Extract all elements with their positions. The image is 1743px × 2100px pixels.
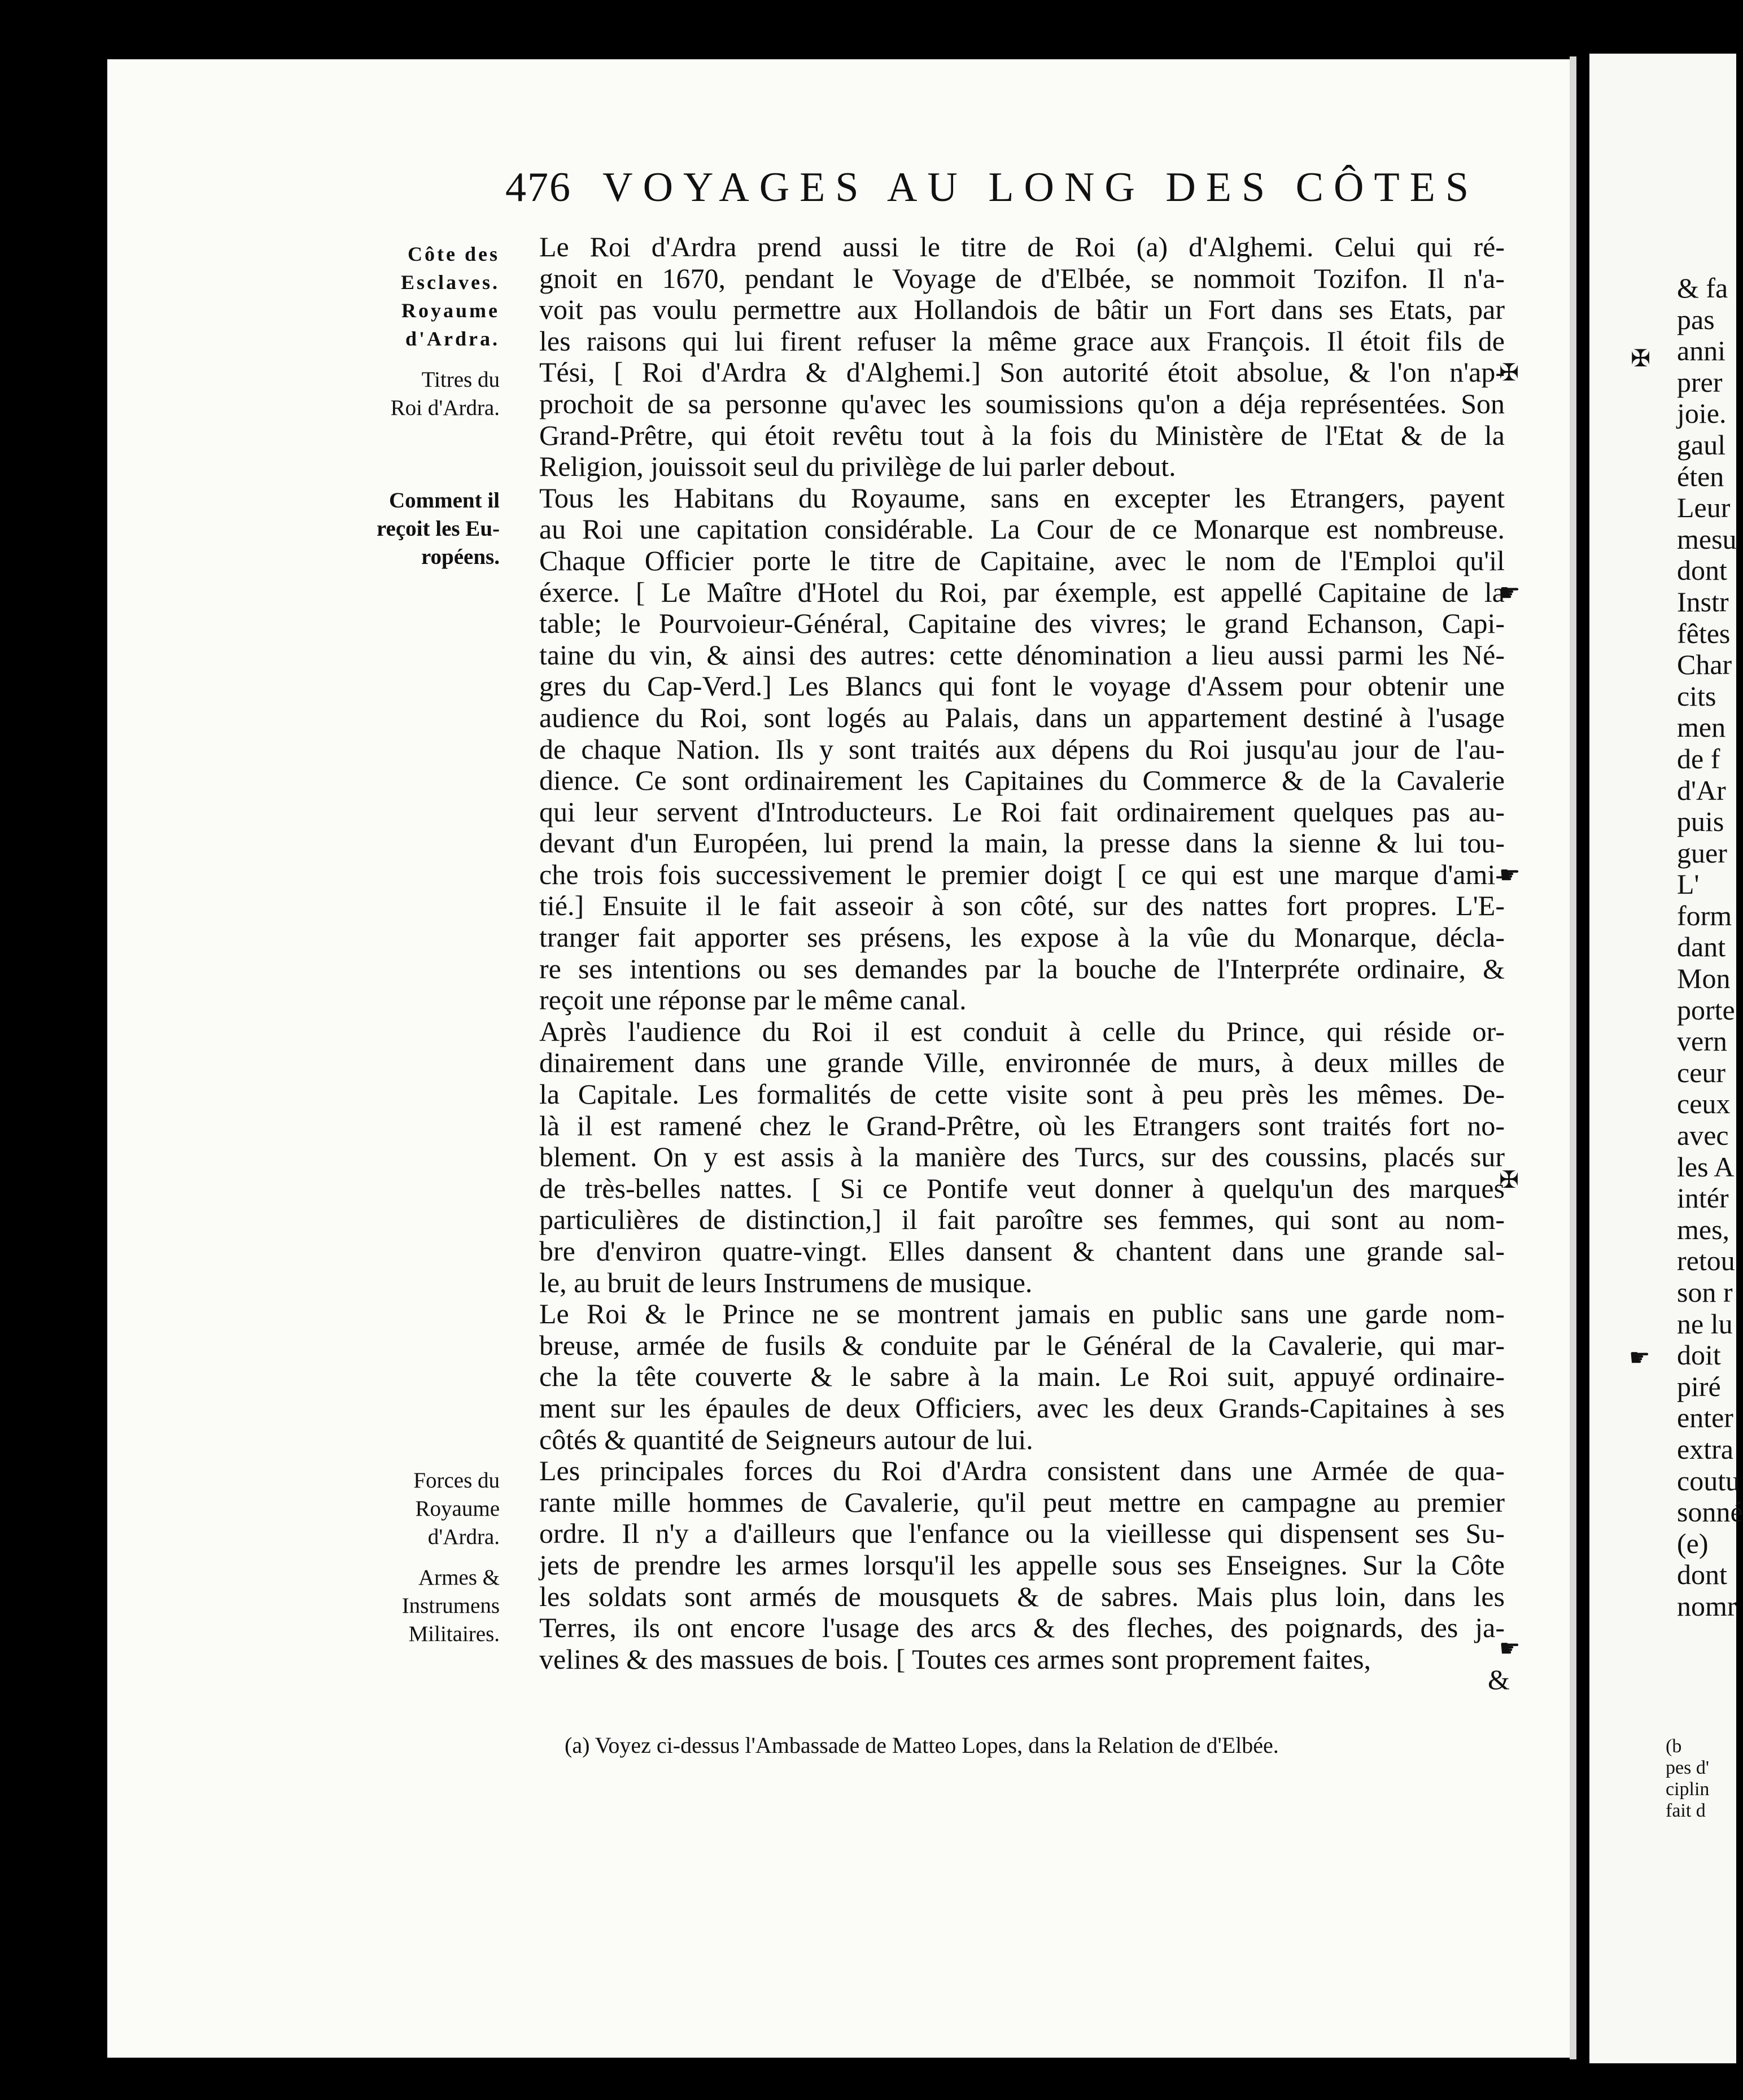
text-line: Le Roi & le Prince ne se montrent jamais en public sans une garde nom- xyxy=(539,1298,1505,1330)
adjacent-text-line: ne lu xyxy=(1677,1307,1733,1340)
margin-note-line: Royaume xyxy=(401,299,500,322)
adjacent-text-line: cits xyxy=(1677,680,1716,712)
text-line: rante mille hommes de Cavalerie, qu'il peut mettre en campagne au premier xyxy=(539,1486,1505,1518)
pointing-hand-icon: ☛ xyxy=(1499,580,1521,606)
adjacent-text-line: ceux xyxy=(1677,1088,1731,1120)
adjacent-text-line: mes, xyxy=(1677,1213,1730,1245)
adjacent-text-line: porte xyxy=(1677,994,1735,1026)
text-line: breuse, armée de fusils & conduite par le Général de la Cavalerie, qui mar- xyxy=(539,1329,1505,1361)
margin-note-line: Roi d'Ardra. xyxy=(390,396,500,420)
text-line: prochoit de sa personne qu'avec les soumissions qu'on a déja représentées. Son xyxy=(539,387,1505,419)
adjacent-text-line: vern xyxy=(1677,1025,1727,1057)
pointing-hand-icon: ☛ xyxy=(1629,1345,1650,1371)
adjacent-text-line: éten xyxy=(1677,460,1724,492)
text-line: che trois fois successivement le premier doigt [ ce qui est une marque d'ami- xyxy=(539,858,1505,890)
text-line: Tous les Habitans du Royaume, sans en excepter les Etrangers, payent xyxy=(539,482,1505,514)
text-line: la Capitale. Les formalités de cette visite sont à peu près les mêmes. De- xyxy=(539,1078,1505,1110)
adjacent-text-line: & fa xyxy=(1677,272,1728,304)
margin-note-line: Titres du xyxy=(421,368,500,392)
margin-note-line: d'Ardra. xyxy=(405,327,500,350)
adjacent-text-line: L' xyxy=(1677,868,1700,900)
footnote: (a) Voyez ci-dessus l'Ambassade de Matteo Lopes, dans la Relation de d'Elbée. xyxy=(565,1733,1279,1758)
adjacent-text-line: nomr xyxy=(1677,1590,1737,1622)
text-line: velines & des massues de bois. [ Toutes ces armes sont proprement faites, xyxy=(539,1643,1371,1675)
text-line: dience. Ce sont ordinairement les Capitaines du Commerce & de la Cavalerie xyxy=(539,764,1505,797)
adjacent-page-footnote xyxy=(1589,1736,1709,1822)
text-line: Après l'audience du Roi il est conduit à celle du Prince, qui réside or- xyxy=(539,1015,1505,1047)
text-line: Terres, ils ont encore l'usage des arcs & des fleches, des poignards, des ja- xyxy=(539,1612,1505,1644)
text-line: devant d'un Européen, lui prend la main, la presse dans la sienne & lui tou- xyxy=(539,827,1505,859)
text-line: voit pas voulu permettre aux Hollandois de bâtir un Fort dans ses Etats, par xyxy=(539,294,1505,326)
text-line: audience du Roi, sont logés au Palais, dans un appartement destiné à l'usage xyxy=(539,701,1505,733)
adjacent-footnote-line: ciplin xyxy=(1666,1779,1710,1800)
margin-note-line: ropéens. xyxy=(421,545,500,569)
page-edge xyxy=(1570,56,1576,2059)
text-line: dinairement dans une grande Ville, environnée de murs, à deux milles de xyxy=(539,1047,1505,1079)
adjacent-text-line: coutu xyxy=(1677,1464,1740,1497)
margin-note-line: Esclaves. xyxy=(401,271,500,294)
margin-note-line: Côte des xyxy=(408,243,500,265)
adjacent-text-line: dant xyxy=(1677,931,1726,963)
adjacent-text-line: de f xyxy=(1677,742,1720,775)
text-line: qui leur servent d'Introducteurs. Le Roi fait ordinairement quelques pas au- xyxy=(539,795,1505,828)
text-line: ordre. Il n'y a d'ailleurs que l'enfance ou la vieillesse qui dispensent ses Su- xyxy=(539,1517,1505,1550)
text-line: blement. On y est assis à la manière des Turcs, sur des coussins, placés sur xyxy=(539,1141,1505,1173)
text-line: éxerce. [ Le Maître d'Hotel du Roi, par éxemple, est appellé Capitaine de la xyxy=(539,576,1505,608)
margin-note-line: d'Ardra. xyxy=(427,1525,500,1549)
text-line: jets de prendre les armes lorsqu'il les appelle sous ses Enseignes. Sur la Côte xyxy=(539,1548,1505,1581)
text-line: de très-belles nattes. [ Si ce Pontife veut donner à quelqu'un des marques xyxy=(539,1172,1505,1204)
margin-note-line: Royaume xyxy=(415,1497,500,1521)
text-line: tranger fait apporter ses présens, les expose à la vûe du Monarque, décla- xyxy=(539,921,1505,953)
main-text-block xyxy=(539,231,1505,1675)
adjacent-text-line: extra xyxy=(1677,1433,1733,1465)
adjacent-text-line: Mon xyxy=(1677,963,1731,995)
text-line: le, au bruit de leurs Instrumens de musique. xyxy=(539,1266,1033,1298)
margin-note-arms xyxy=(336,1564,500,1648)
text-line: bre d'environ quatre-vingt. Elles dansent & chantent dans une grande sal- xyxy=(539,1235,1505,1267)
adjacent-text-line: guer xyxy=(1677,837,1727,869)
text-line: table; le Pourvoieur-Général, Capitaine des vivres; le grand Echanson, Capi- xyxy=(539,607,1505,640)
margin-note-line: Instrumens xyxy=(401,1594,500,1618)
pointing-hand-icon: ☛ xyxy=(1499,1636,1521,1662)
cross-fleuron-icon: ✠ xyxy=(1499,1167,1519,1193)
cross-fleuron-icon: ✠ xyxy=(1631,346,1651,372)
text-line: au Roi une capitation considérable. La Cour de ce Monarque est nombreuse. xyxy=(539,513,1505,545)
adjacent-text-line: men xyxy=(1677,711,1726,743)
adjacent-text-line: puis xyxy=(1677,806,1724,838)
text-line: tié.] Ensuite il le fait asseoir à son côté, sur des nattes fort propres. L'E- xyxy=(539,890,1505,922)
text-line: re ses intentions ou ses demandes par la bouche de l'Interpréte ordinaire, & xyxy=(539,952,1505,985)
adjacent-text-line: Instr xyxy=(1677,585,1729,618)
adjacent-text-line: anni xyxy=(1677,335,1726,367)
adjacent-text-line: doit xyxy=(1677,1339,1721,1371)
adjacent-footnote-line: fait d xyxy=(1666,1800,1706,1821)
text-line: côtés & quantité de Seigneurs autour de lui. xyxy=(539,1423,1033,1455)
margin-note-reception xyxy=(336,487,500,571)
margin-note-forces xyxy=(336,1467,500,1551)
text-line: che la tête couverte & le sabre à la main. Le Roi suit, appuyé ordinaire- xyxy=(539,1360,1505,1393)
adjacent-text-line: avec xyxy=(1677,1119,1729,1152)
adjacent-text-line: intér xyxy=(1677,1182,1729,1214)
adjacent-text-line: ceur xyxy=(1677,1056,1726,1088)
adjacent-text-line: piré xyxy=(1677,1370,1721,1402)
adjacent-text-line: dont xyxy=(1677,1559,1727,1591)
text-line: les soldats sont armés de mousquets & de sabres. Mais plus loin, dans les xyxy=(539,1580,1505,1612)
catchword: & xyxy=(1488,1664,1510,1695)
text-line: Le Roi d'Ardra prend aussi le titre de Roi (a) d'Alghemi. Celui qui ré- xyxy=(539,231,1505,262)
pointing-hand-icon: ☛ xyxy=(1499,863,1521,889)
adjacent-text-line: sonné xyxy=(1677,1496,1743,1528)
adjacent-page-text xyxy=(1589,273,1743,1622)
adjacent-text-line: (e) xyxy=(1677,1527,1709,1559)
text-line: Tési, [ Roi d'Ardra & d'Alghemi.] Son autorité étoit absolue, & l'on n'ap- xyxy=(539,356,1505,388)
adjacent-text-line: pas xyxy=(1677,303,1715,335)
page-number: 476 xyxy=(505,164,571,211)
text-line: ment sur les épaules de deux Officiers, avec les deux Grands-Capitaines à ses xyxy=(539,1392,1505,1424)
adjacent-text-line: mesu xyxy=(1677,523,1737,555)
margin-note-line: reçoit les Eu- xyxy=(376,517,500,541)
text-line: Religion, jouissoit seul du privilège de lui parler debout. xyxy=(539,450,1176,483)
adjacent-text-line: prer xyxy=(1677,366,1723,398)
adjacent-text-line: Leur xyxy=(1677,492,1731,524)
margin-note-line: Comment il xyxy=(388,488,500,513)
text-line: de chaque Nation. Ils y sont traités aux dépens du Roi jusqu'au jour de l'au- xyxy=(539,733,1505,765)
text-line: reçoit une réponse par le même canal. xyxy=(539,984,967,1016)
text-line: gnoit en 1670, pendant le Voyage de d'Elbée, se nommoit Tozifon. Il n'a- xyxy=(539,262,1505,294)
page-title: VOYAGES AU LONG DES CÔTES xyxy=(602,164,1479,211)
adjacent-text-line: enter xyxy=(1677,1402,1733,1434)
adjacent-footnote-line: (b xyxy=(1666,1736,1682,1757)
text-line: là il est ramené chez le Grand-Prêtre, où les Etrangers sont traités fort no- xyxy=(539,1109,1505,1141)
margin-note-titles xyxy=(336,366,500,422)
text-line: Chaque Officier porte le titre de Capitaine, avec le nom de l'Emploi qu'il xyxy=(539,544,1505,576)
adjacent-text-line: les A xyxy=(1677,1150,1735,1183)
adjacent-text-line: form xyxy=(1677,899,1732,931)
running-head xyxy=(505,164,1479,211)
adjacent-text-line: retou xyxy=(1677,1245,1735,1277)
text-line: taine du vin, & ainsi des autres: cette dénomination a lieu aussi parmi les Né- xyxy=(539,638,1505,671)
text-line: Grand-Prêtre, qui étoit revêtu tout à la fois du Ministère de l'Etat & de la xyxy=(539,419,1505,451)
text-line: Les principales forces du Roi d'Ardra consistent dans une Armée de qua- xyxy=(539,1455,1505,1487)
adjacent-footnote-line: pes d' xyxy=(1666,1757,1709,1778)
margin-note-line: Forces du xyxy=(413,1468,500,1493)
cross-fleuron-icon: ✠ xyxy=(1499,360,1519,386)
adjacent-text-line: joie. xyxy=(1677,397,1727,430)
adjacent-text-line: Char xyxy=(1677,649,1732,681)
adjacent-text-line: dont xyxy=(1677,554,1727,587)
adjacent-page-fragment xyxy=(1589,54,1743,2063)
text-line: gres du Cap-Verd.] Les Blancs qui font le voyage d'Assem pour obtenir une xyxy=(539,670,1505,702)
text-line: les raisons qui lui firent refuser la même grace aux François. Il étoit fils de xyxy=(539,325,1505,357)
adjacent-text-line: fêtes xyxy=(1677,617,1731,649)
adjacent-text-line: d'Ar xyxy=(1677,774,1726,806)
margin-note-line: Armes & xyxy=(418,1565,500,1590)
margin-note-line: Militaires. xyxy=(408,1622,500,1646)
text-line: particulières de distinction,] il fait paroître ses femmes, qui sont au nom- xyxy=(539,1204,1505,1236)
margin-note-location xyxy=(336,240,500,353)
adjacent-text-line: gaul xyxy=(1677,428,1726,461)
adjacent-text-line: son r xyxy=(1677,1276,1733,1308)
